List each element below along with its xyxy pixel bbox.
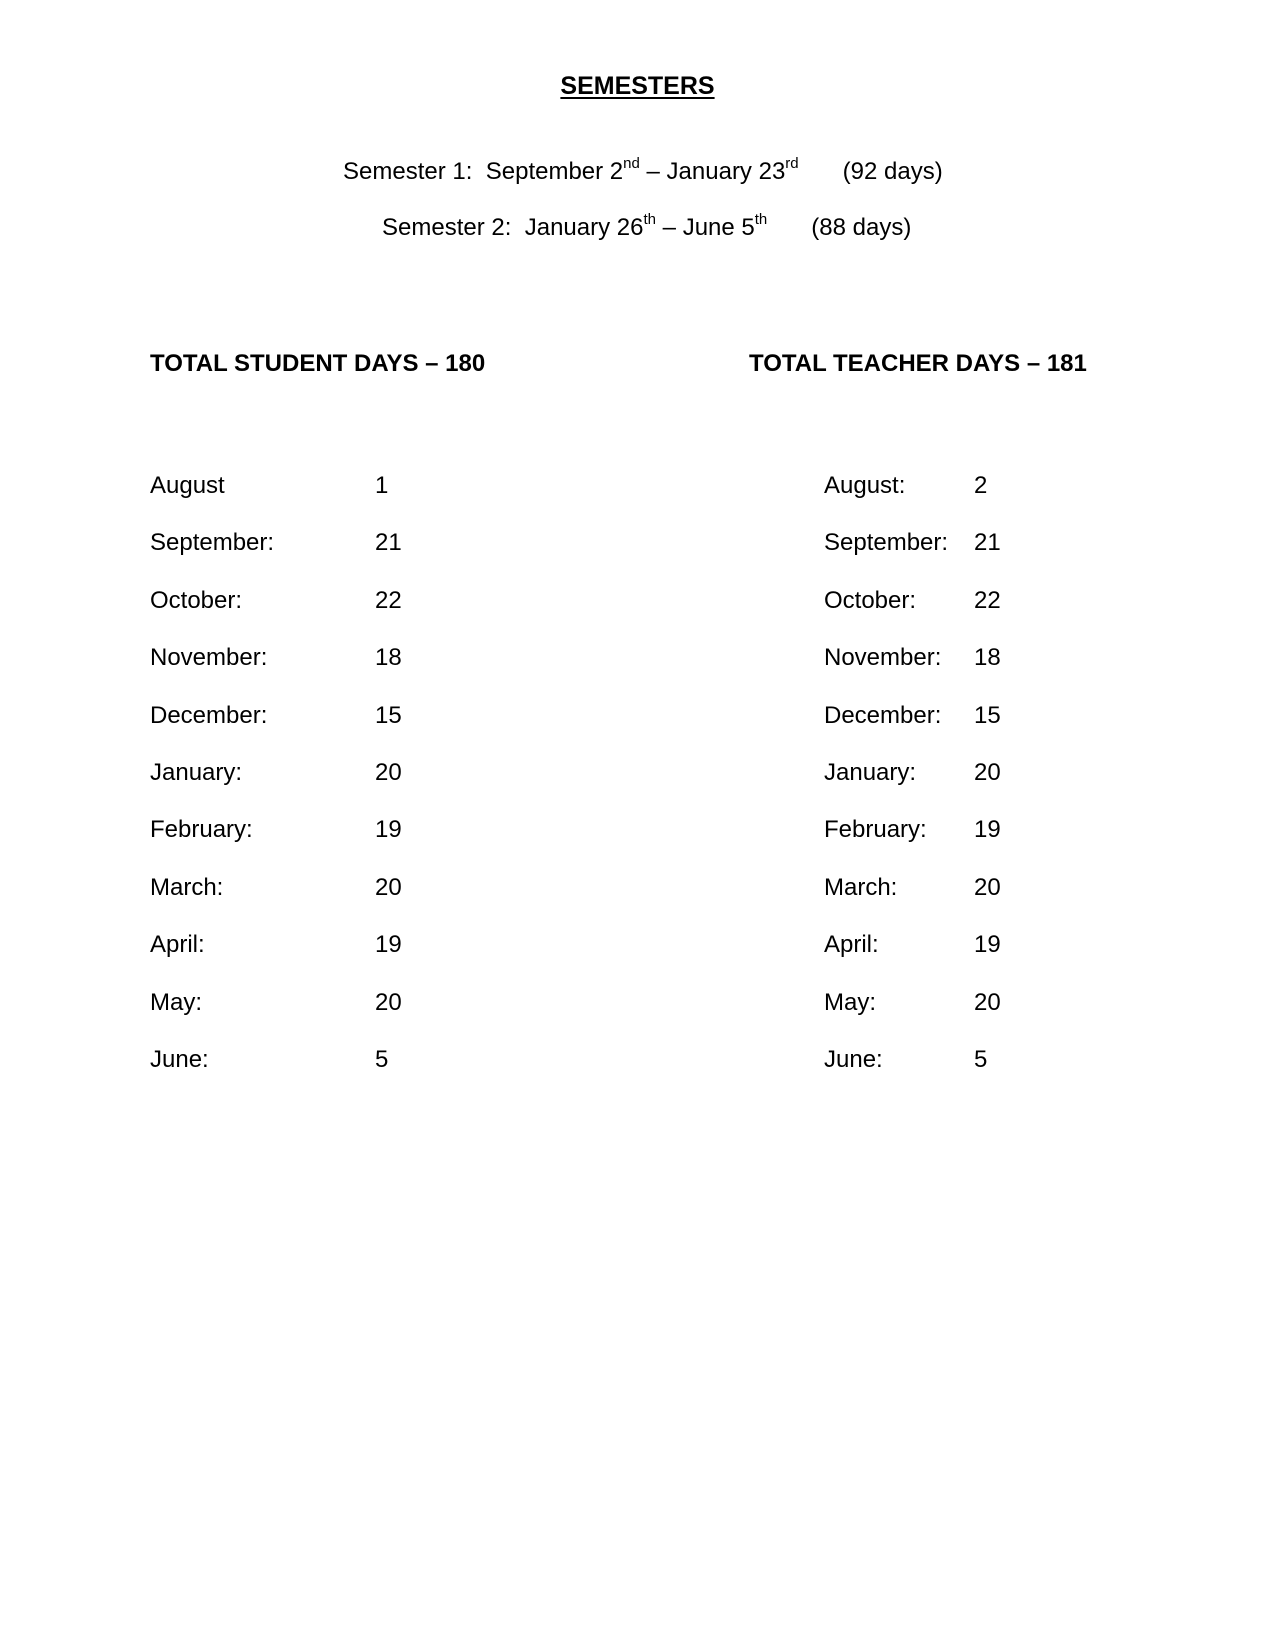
day-count: 20	[375, 758, 402, 786]
day-count: 20	[375, 988, 402, 1016]
month-label: June:	[150, 1045, 209, 1073]
day-count: 5	[375, 1045, 389, 1073]
semester-2-line	[382, 211, 912, 242]
month-label: October:	[824, 586, 917, 614]
day-count: 20	[974, 758, 1001, 786]
semester-label: Semester 1:	[343, 158, 473, 185]
day-count: 20	[974, 988, 1001, 1016]
page-title: SEMESTERS	[560, 72, 715, 100]
month-label: December:	[150, 701, 268, 729]
semester-1-line	[343, 155, 943, 186]
day-count: 19	[974, 931, 1001, 959]
semester-days: (88 days)	[811, 214, 912, 241]
day-count: 19	[375, 931, 402, 959]
total-teacher-days-heading: TOTAL TEACHER DAYS – 181	[749, 350, 1087, 377]
month-label: September:	[824, 529, 949, 557]
month-label: May:	[150, 988, 203, 1016]
day-count: 22	[974, 586, 1001, 614]
day-count: 18	[974, 644, 1001, 672]
day-count: 20	[375, 873, 402, 901]
month-label: August:	[824, 472, 906, 499]
month-label: February:	[150, 816, 253, 844]
day-count: 18	[375, 644, 402, 672]
month-label: January:	[824, 758, 917, 786]
day-count: 21	[375, 529, 402, 557]
semester-end-suffix: th	[754, 211, 768, 228]
day-count: 22	[375, 586, 402, 614]
semester-dash: –	[662, 214, 677, 241]
day-count: 2	[974, 472, 988, 499]
month-label: January:	[150, 758, 243, 786]
semester-days: (92 days)	[842, 158, 943, 185]
month-label: October:	[150, 586, 243, 614]
semester-start-suffix: th	[643, 211, 656, 228]
semester-end-suffix: rd	[785, 155, 799, 172]
semester-start: January 26	[524, 214, 644, 241]
month-label: April:	[824, 931, 879, 959]
day-count: 19	[375, 816, 402, 844]
day-count: 21	[974, 529, 1001, 557]
month-label: April:	[150, 931, 205, 959]
semester-end: June 5	[682, 214, 755, 241]
semester-start: September 2	[485, 158, 624, 185]
semester-label: Semester 2:	[382, 214, 512, 241]
day-count: 1	[375, 472, 389, 499]
day-count: 15	[375, 701, 402, 729]
day-count: 20	[974, 873, 1001, 901]
month-label: May:	[824, 988, 877, 1016]
semester-dash: –	[646, 158, 660, 185]
month-label: February:	[824, 816, 927, 844]
total-student-days-heading: TOTAL STUDENT DAYS – 180	[150, 350, 486, 377]
day-count: 15	[974, 701, 1001, 729]
semester-end: January 23	[666, 158, 786, 185]
semester-start-suffix: nd	[623, 155, 640, 172]
month-label: March:	[824, 873, 898, 901]
month-label: December:	[824, 701, 942, 729]
month-label: March:	[150, 873, 224, 901]
day-count: 19	[974, 816, 1001, 844]
month-label: November:	[824, 644, 942, 672]
month-label: June:	[824, 1045, 883, 1073]
day-count: 5	[974, 1045, 988, 1073]
month-label: September:	[150, 529, 275, 557]
month-label: August	[150, 472, 225, 499]
month-label: November:	[150, 644, 268, 672]
